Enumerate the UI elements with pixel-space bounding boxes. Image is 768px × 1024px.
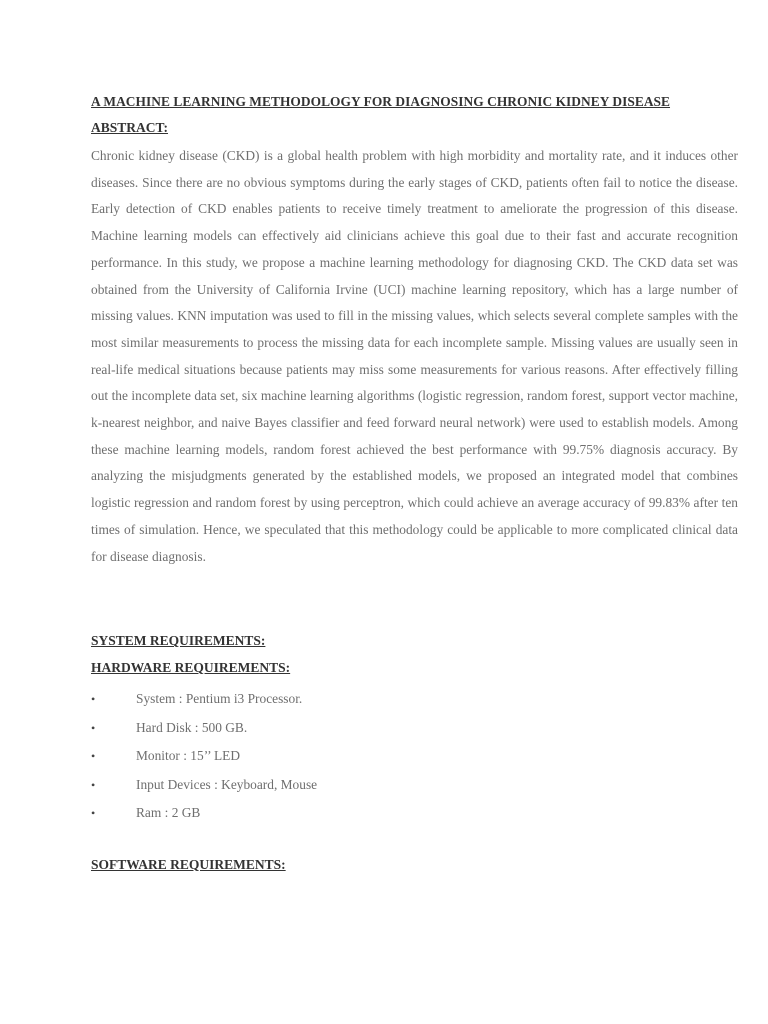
hardware-requirements-list [91,685,738,828]
list-item-text: Input Devices : Keyboard, Mouse [136,776,318,792]
list-item-text: Monitor : 15’’ LED [136,748,241,764]
list-item [91,685,738,714]
bullet-icon: • [91,777,96,792]
bullet-icon: • [91,692,96,707]
hardware-requirements-heading: HARDWARE REQUIREMENTS: [91,660,291,676]
list-item [91,771,738,800]
software-requirements-heading: SOFTWARE REQUIREMENTS: [91,856,286,872]
list-item-text: Hard Disk : 500 GB. [136,719,248,735]
bullet-icon: • [91,749,96,764]
document-title: A MACHINE LEARNING METHODOLOGY FOR DIAGNOSING CHRONIC KIDNEY DISEASE [91,94,671,109]
document-page [91,92,738,875]
bullet-icon: • [91,720,96,735]
list-item [91,799,738,828]
abstract-paragraph: Chronic kidney disease (CKD) is a global health problem with high morbidity and mortality rate, and it induces other diseases. Since there are no obvious symptoms during the early stages of CKD, patients often fail to notice the disease. Early detection of CKD enables patients to receive timely treatment to ameliorate the progression of this disease. Machine learning models can effectively aid clinicians achieve this goal due to their fast and accurate recognition performance. In this study, we propose a machine learning methodology for diagnosing CKD. The CKD data set was obtained from the University of California Irvine (UCI) machine learning repository, which has a large number of missing values. KNN imputation was used to fill in the missing values, which selects several complete samples with the most similar measurements to process the missing data for each incomplete sample. Missing values are usually seen in real-life medical situations because patients may miss some measurements for various reasons. After effectively filling out the incomplete data set, six machine learning algorithms (logistic regression, random forest, support vector machine, k-nearest neighbor, and naive Bayes classifier and feed forward neural network) were used to establish models. Among these machine learning models, random forest achieved the best performance with 99.75% diagnosis accuracy. By analyzing the misjudgments generated by the established models, we proposed an integrated model that combines logistic regression and random forest by using perceptron, which could achieve an average accuracy of 99.83% after ten times of simulation. Hence, we speculated that this methodology could be applicable to more complicated clinical data for disease diagnosis. [91,148,738,564]
list-item [91,742,738,771]
system-requirements-heading: SYSTEM REQUIREMENTS: [91,633,266,649]
abstract-heading: ABSTRACT: [91,120,169,135]
bullet-icon: • [91,806,96,821]
list-item [91,714,738,743]
list-item-text: System : Pentium i3 Processor. [136,691,303,707]
list-item-text: Ram : 2 GB [136,805,201,821]
